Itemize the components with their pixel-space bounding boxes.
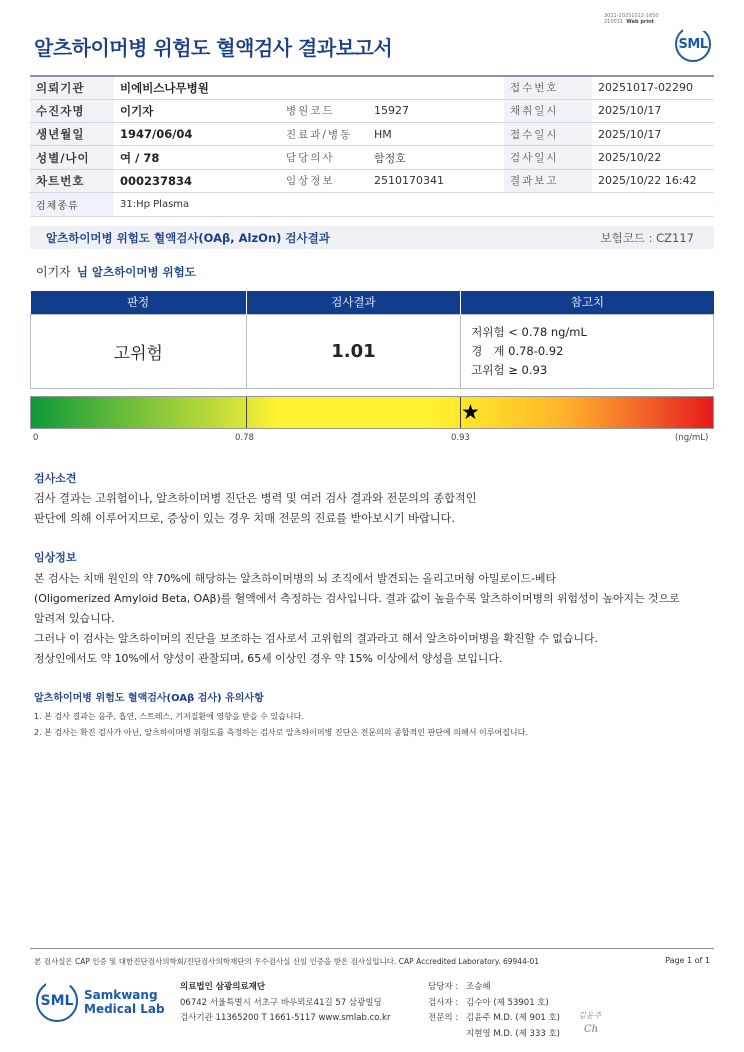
info-value: 20251017-02290	[592, 76, 714, 99]
staff-role: 검사자 :	[428, 997, 459, 1008]
patient-info-table	[30, 75, 714, 217]
info-value: HM	[368, 123, 504, 146]
staff-role: 담당자 :	[428, 982, 459, 992]
signature-2: Ch	[584, 1024, 599, 1035]
clinical-line: 알려져 있습니다.	[34, 612, 115, 625]
info-label: 수진자명	[30, 99, 114, 122]
info-value	[368, 76, 504, 99]
info-row	[30, 123, 714, 146]
info-label: 접수번호	[504, 76, 592, 99]
info-value: 함정호	[368, 146, 504, 169]
staff-row	[428, 980, 560, 996]
sml-footer-logo-icon: SML	[36, 980, 78, 1022]
print-code: 3011-20251022-1650	[604, 13, 659, 19]
info-row	[30, 99, 714, 122]
info-label: 채취일시	[504, 99, 592, 122]
header-result: 검사결과	[246, 291, 461, 314]
patient-line	[36, 263, 196, 280]
info-value: 2025/10/22 16:42	[592, 169, 714, 192]
clinical-line: 본 검사는 치매 원인의 약 70%에 해당하는 알츠하이머병의 뇌 조직에서 발견되는 올리고머형 아밀로이드-베타	[34, 572, 557, 585]
header-reference: 참고치	[461, 291, 714, 314]
info-label: 담당의사	[280, 146, 368, 169]
opinion-text	[34, 489, 477, 529]
specimen-value: 31:Hp Plasma	[114, 192, 714, 216]
info-label	[280, 76, 368, 99]
staff-info	[428, 980, 560, 1042]
section-header	[30, 226, 714, 249]
opinion-heading: 검사소견	[34, 472, 77, 485]
scale-tick-high: 0.93	[451, 433, 470, 443]
info-label: 의뢰기관	[30, 76, 114, 99]
judgement-value: 고위험	[31, 314, 247, 388]
risk-scale-bar	[30, 396, 714, 429]
info-label: 생년월일	[30, 123, 114, 146]
reference-low: 저위험 < 0.78 ng/mL	[471, 324, 587, 339]
page-number: Page 1 of 1	[665, 956, 710, 965]
clinical-line: 정상인에서도 약 10%에서 양성이 관찰되며, 65세 이상인 경우 약 15% 이상에서 양성을 보입니다.	[34, 652, 503, 665]
staff-row	[428, 996, 560, 1012]
org-address: 06742 서울특별시 서초구 바우뫼로41길 57 삼광빌딩	[180, 997, 382, 1008]
caution-line-2: 2. 본 검사는 확진 검사가 아닌, 알츠하이머병 위험도를 측정하는 검사로 알츠하이머병 진단은 전문의의 종합적인 판단에 의해서 이루어집니다.	[34, 728, 528, 737]
info-value: 2025/10/17	[592, 123, 714, 146]
info-value: 2025/10/17	[592, 99, 714, 122]
info-value: 비에비스나무병원	[114, 76, 280, 99]
patient-line-rest: 님 알츠하이머병 위험도	[76, 265, 196, 279]
staff-row	[428, 1011, 560, 1027]
section-title: 알츠하이머병 위험도 혈액검사(OAβ, AlzOn) 검사결과	[46, 231, 330, 245]
info-row	[30, 76, 714, 99]
org-contact: 검사기관 11365200 T 1661-5117 www.smlab.co.kr	[180, 1013, 391, 1023]
signature-1: 김윤주	[578, 1011, 602, 1020]
result-table	[30, 291, 714, 389]
org-name: 의료법인 삼광의료재단	[180, 982, 266, 992]
scale-tick-min: 0	[33, 433, 39, 443]
footer-divider	[30, 948, 714, 949]
clinical-line: (Oligomerized Amyloid Beta, OAβ)를 혈액에서 측정하는 검사입니다. 결과 값이 높을수록 알츠하이머병의 위험성이 높아지는 것으로	[34, 592, 680, 605]
specimen-label: 검체종류	[30, 192, 114, 216]
info-value: 1947/06/04	[114, 123, 280, 146]
footer-brand	[84, 988, 165, 1016]
info-label: 결과보고	[504, 169, 592, 192]
result-marker-icon: ★	[461, 400, 480, 424]
staff-name: 김윤주 M.D. (제 901 호)	[466, 1013, 561, 1023]
clinical-heading: 임상정보	[34, 551, 77, 564]
brand-line-2: Medical Lab	[84, 1002, 165, 1016]
staff-row	[428, 1027, 560, 1043]
scale-unit: (ng/mL)	[675, 433, 709, 443]
insurance-code: 보험코드 : CZ117	[600, 231, 694, 245]
info-label: 성별/나이	[30, 146, 114, 169]
clinical-text	[34, 569, 680, 669]
info-label: 병원코드	[280, 99, 368, 122]
reference-border: 경 계 0.78-0.92	[471, 343, 564, 358]
info-value: 여 / 78	[114, 146, 280, 169]
caution-line-1: 1. 본 검사 결과는 음주, 흡연, 스트레스, 기저질환에 영향을 받을 수 있습니다.	[34, 712, 304, 721]
info-row	[30, 146, 714, 169]
caution-heading: 알츠하이머병 위험도 혈액검사(OAβ 검사) 유의사항	[34, 693, 264, 704]
result-value: 1.01	[246, 314, 461, 388]
info-value: 2025/10/22	[592, 146, 714, 169]
specimen-row	[30, 192, 714, 216]
info-value: 이기자	[114, 99, 280, 122]
patient-name: 이기자	[36, 265, 71, 279]
info-value: 2510170341	[368, 169, 504, 192]
accreditation-note: 본 검사실은 CAP 인증 및 대한진단검사의학회/진단검사의학재단의 우수검사실 신임 인증을 받은 검사실입니다. CAP Accredited Laboratory. 69944-01	[34, 957, 540, 966]
staff-name: 조승혜	[466, 982, 491, 992]
reference-high: 고위험 ≥ 0.93	[471, 362, 548, 377]
info-label: 진료과/병동	[280, 123, 368, 146]
print-info	[604, 13, 659, 25]
print-code2: 210031	[604, 19, 624, 25]
info-value: 15927	[368, 99, 504, 122]
page-title: 알츠하이머병 위험도 혈액검사 결과보고서	[34, 36, 393, 60]
opinion-line: 검사 결과는 고위험이나, 알츠하이머병 진단은 병력 및 여러 검사 결과와 전문의의 종합적인	[34, 492, 477, 505]
info-label: 임상정보	[280, 169, 368, 192]
scale-divider-low	[246, 397, 247, 428]
sml-logo-icon: SML	[675, 26, 711, 62]
organization-info	[180, 980, 390, 1027]
info-value: 000237834	[114, 169, 280, 192]
staff-role: 전문의 :	[428, 1013, 459, 1023]
opinion-line: 판단에 의해 이루어지므로, 증상이 있는 경우 치매 전문의 진료를 받아보시기 바랍니다.	[34, 512, 455, 525]
info-label: 차트번호	[30, 169, 114, 192]
staff-name: 지현영 M.D. (제 333 호)	[466, 1028, 561, 1039]
info-label: 접수일시	[504, 123, 592, 146]
print-label: Web print	[626, 19, 655, 25]
info-label: 검사일시	[504, 146, 592, 169]
header-judgement: 판정	[31, 291, 247, 314]
reference-range	[461, 314, 714, 388]
staff-name: 김수아 (제 53901 호)	[466, 997, 549, 1008]
scale-tick-low: 0.78	[235, 433, 254, 443]
staff-role	[428, 1027, 466, 1043]
clinical-line: 그러나 이 검사는 알츠하이머의 진단을 보조하는 검사로서 고위험의 결과라고 해서 알츠하이머병을 확진할 수 없습니다.	[34, 632, 598, 645]
brand-line-1: Samkwang	[84, 988, 158, 1002]
info-row	[30, 169, 714, 192]
